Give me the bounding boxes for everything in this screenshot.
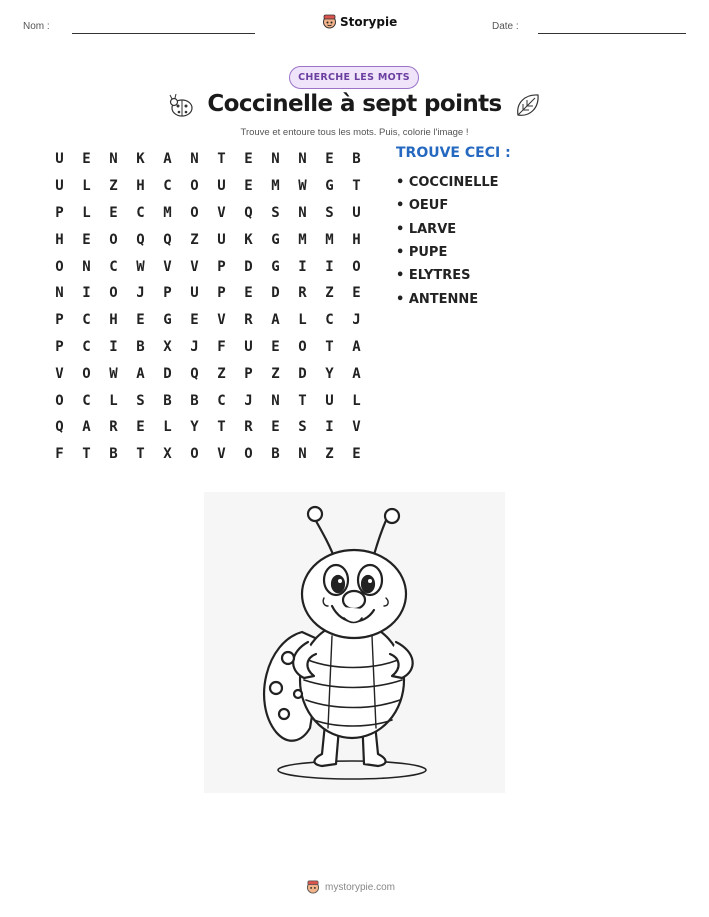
grid-cell: E <box>244 178 253 195</box>
grid-cell: B <box>163 392 172 409</box>
grid-cell: A <box>271 312 280 329</box>
grid-cell: N <box>82 258 91 275</box>
grid-cell: R <box>244 419 253 436</box>
grid-cell: R <box>109 419 118 436</box>
grid-cell: U <box>55 151 64 168</box>
name-line <box>72 33 255 34</box>
grid-cell: C <box>325 312 334 329</box>
grid-cell: S <box>136 392 145 409</box>
grid-cell: U <box>190 285 199 302</box>
grid-cell: Q <box>136 231 145 248</box>
grid-cell: F <box>217 338 226 355</box>
grid-cell: L <box>82 178 91 195</box>
word-item: • ELYTRES <box>396 268 471 284</box>
grid-cell: Z <box>109 178 118 195</box>
grid-cell: U <box>352 204 361 221</box>
grid-cell: B <box>190 392 199 409</box>
grid-cell: E <box>352 446 361 463</box>
grid-cell: I <box>109 338 118 355</box>
grid-cell: J <box>244 392 253 409</box>
grid-cell: P <box>55 312 64 329</box>
grid-cell: Q <box>55 419 64 436</box>
grid-cell: L <box>352 392 361 409</box>
grid-cell: W <box>136 258 145 275</box>
leaf-icon <box>513 91 542 120</box>
grid-cell: J <box>190 338 199 355</box>
grid-cell: M <box>325 231 334 248</box>
grid-cell: B <box>109 446 118 463</box>
grid-cell: A <box>352 365 361 382</box>
grid-cell: V <box>190 258 199 275</box>
grid-cell: A <box>163 151 172 168</box>
brand <box>322 13 397 30</box>
grid-cell: E <box>271 338 280 355</box>
ladybug-coloring-illustration <box>204 492 505 793</box>
grid-cell: V <box>217 312 226 329</box>
grid-cell: T <box>352 178 361 195</box>
grid-cell: Z <box>325 285 334 302</box>
name-label: Nom : <box>23 21 50 32</box>
grid-cell: S <box>298 419 307 436</box>
word-item: • PUPE <box>396 245 448 261</box>
grid-cell: B <box>352 151 361 168</box>
grid-cell: C <box>109 258 118 275</box>
grid-cell: U <box>217 231 226 248</box>
storypie-logo-icon <box>322 13 337 30</box>
grid-cell: Z <box>217 365 226 382</box>
grid-cell: H <box>136 178 145 195</box>
grid-cell: D <box>298 365 307 382</box>
grid-cell: H <box>109 312 118 329</box>
grid-cell: L <box>163 419 172 436</box>
grid-cell: I <box>82 285 91 302</box>
grid-cell: C <box>82 312 91 329</box>
grid-cell: N <box>109 151 118 168</box>
grid-cell: P <box>217 258 226 275</box>
grid-cell: R <box>298 285 307 302</box>
grid-cell: V <box>217 204 226 221</box>
word-item: • ANTENNE <box>396 291 479 307</box>
grid-cell: J <box>352 312 361 329</box>
grid-cell: P <box>163 285 172 302</box>
storypie-logo-icon <box>306 879 320 895</box>
grid-cell: H <box>55 231 64 248</box>
word-item: • COCCINELLE <box>396 175 499 191</box>
grid-cell: O <box>109 231 118 248</box>
grid-cell: F <box>55 446 64 463</box>
grid-cell: T <box>217 151 226 168</box>
word-item: • LARVE <box>396 221 457 237</box>
grid-cell: P <box>217 285 226 302</box>
grid-cell: B <box>271 446 280 463</box>
footer <box>306 879 395 895</box>
grid-cell: A <box>352 338 361 355</box>
grid-cell: Y <box>325 365 334 382</box>
grid-cell: Q <box>163 231 172 248</box>
grid-cell: U <box>325 392 334 409</box>
grid-cell: N <box>55 285 64 302</box>
grid-cell: E <box>136 312 145 329</box>
grid-cell: V <box>163 258 172 275</box>
grid-cell: G <box>271 231 280 248</box>
grid-cell: N <box>298 151 307 168</box>
grid-cell: A <box>136 365 145 382</box>
grid-cell: K <box>136 151 145 168</box>
grid-cell: D <box>163 365 172 382</box>
grid-cell: O <box>190 204 199 221</box>
grid-cell: E <box>352 285 361 302</box>
grid-cell: M <box>163 204 172 221</box>
footer-url: mystorypie.com <box>325 881 396 893</box>
grid-cell: B <box>136 338 145 355</box>
grid-cell: N <box>298 204 307 221</box>
grid-cell: C <box>82 338 91 355</box>
date-label: Date : <box>492 21 519 32</box>
grid-cell: J <box>136 285 145 302</box>
grid-cell: V <box>55 365 64 382</box>
grid-cell: V <box>352 419 361 436</box>
grid-cell: T <box>298 392 307 409</box>
grid-cell: G <box>325 178 334 195</box>
grid-cell: T <box>217 419 226 436</box>
word-item: • OEUF <box>396 198 449 214</box>
grid-cell: Z <box>271 365 280 382</box>
grid-cell: O <box>190 446 199 463</box>
grid-cell: L <box>82 204 91 221</box>
grid-cell: P <box>55 338 64 355</box>
grid-cell: E <box>244 151 253 168</box>
grid-cell: T <box>136 446 145 463</box>
grid-cell: G <box>271 258 280 275</box>
grid-cell: C <box>136 204 145 221</box>
grid-cell: E <box>82 151 91 168</box>
grid-cell: X <box>163 338 172 355</box>
grid-cell: E <box>82 231 91 248</box>
grid-cell: Y <box>190 419 199 436</box>
grid-cell: H <box>352 231 361 248</box>
grid-cell: X <box>163 446 172 463</box>
grid-cell: O <box>82 365 91 382</box>
grid-cell: O <box>244 446 253 463</box>
instructions: Trouve et entoure tous les mots. Puis, colorie l'image ! <box>240 127 469 138</box>
grid-cell: W <box>109 365 118 382</box>
grid-cell: S <box>325 204 334 221</box>
grid-cell: E <box>109 204 118 221</box>
grid-cell: O <box>55 258 64 275</box>
grid-cell: M <box>298 231 307 248</box>
grid-cell: U <box>217 178 226 195</box>
grid-cell: O <box>190 178 199 195</box>
grid-cell: R <box>244 312 253 329</box>
grid-cell: W <box>298 178 307 195</box>
grid-cell: G <box>163 312 172 329</box>
grid-cell: Z <box>325 446 334 463</box>
grid-cell: T <box>82 446 91 463</box>
grid-cell: U <box>55 178 64 195</box>
grid-cell: Q <box>244 204 253 221</box>
grid-cell: U <box>244 338 253 355</box>
grid-cell: L <box>298 312 307 329</box>
grid-cell: E <box>136 419 145 436</box>
grid-cell: E <box>244 285 253 302</box>
grid-cell: D <box>244 258 253 275</box>
grid-cell: N <box>190 151 199 168</box>
grid-cell: C <box>82 392 91 409</box>
grid-cell: E <box>190 312 199 329</box>
brand-name: Storypie <box>340 14 398 29</box>
grid-cell: O <box>352 258 361 275</box>
grid-cell: E <box>325 151 334 168</box>
grid-cell: K <box>244 231 253 248</box>
grid-cell: Q <box>190 365 199 382</box>
grid-cell: D <box>271 285 280 302</box>
grid-cell: N <box>298 446 307 463</box>
grid-cell: M <box>271 178 280 195</box>
grid-cell: O <box>109 285 118 302</box>
grid-cell: C <box>217 392 226 409</box>
coloring-picture <box>204 492 505 793</box>
grid-cell: E <box>271 419 280 436</box>
word-list <box>396 171 499 311</box>
grid-cell: N <box>271 151 280 168</box>
grid-cell: O <box>55 392 64 409</box>
category-badge: CHERCHE LES MOTS <box>289 66 419 89</box>
word-list-title: TROUVE CECI : <box>396 145 511 161</box>
grid-cell: T <box>325 338 334 355</box>
word-search-grid <box>46 146 370 468</box>
grid-cell: A <box>82 419 91 436</box>
grid-cell: L <box>109 392 118 409</box>
grid-cell: Z <box>190 231 199 248</box>
grid-cell: C <box>163 178 172 195</box>
grid-cell: V <box>217 446 226 463</box>
grid-cell: P <box>244 365 253 382</box>
page-title: Coccinelle à sept points <box>207 91 502 117</box>
grid-cell: I <box>325 419 334 436</box>
grid-cell: O <box>298 338 307 355</box>
grid-cell: P <box>55 204 64 221</box>
grid-cell: I <box>298 258 307 275</box>
grid-cell: S <box>271 204 280 221</box>
grid-cell: I <box>325 258 334 275</box>
date-line <box>538 33 686 34</box>
grid-cell: N <box>271 392 280 409</box>
